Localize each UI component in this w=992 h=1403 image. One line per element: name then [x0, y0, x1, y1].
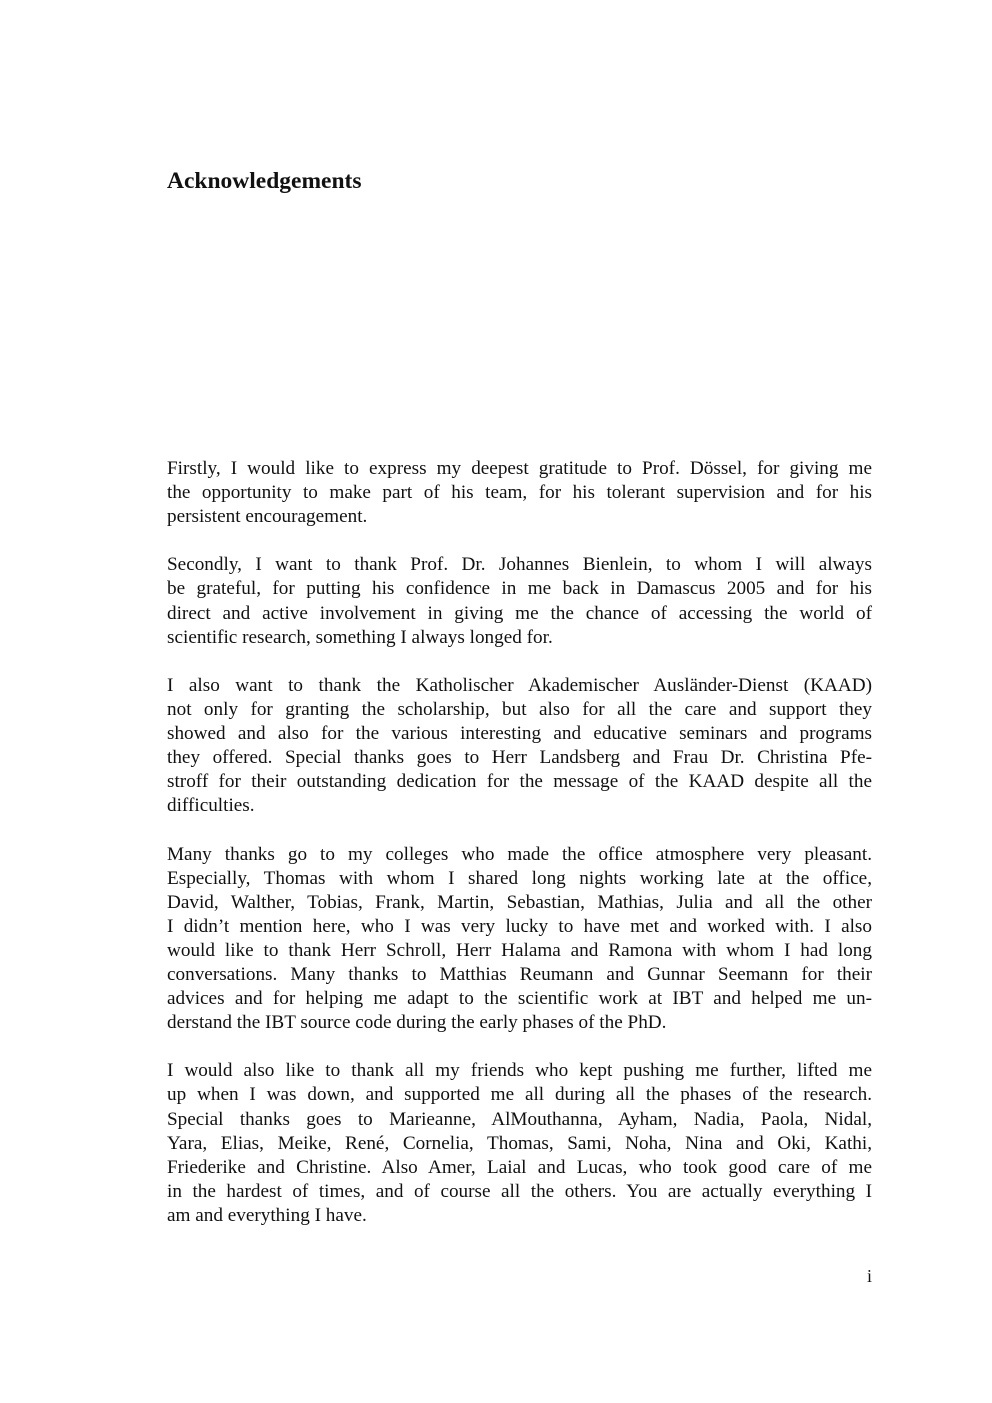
text-line: be grateful, for putting his confidence in me back in Damascus 2005 and for his	[167, 578, 872, 600]
text-line: advices and for helping me adapt to the scientific work at IBT and helped me un-	[167, 988, 872, 1010]
text-line: I also want to thank the Katholischer Akademischer Ausländer-Dienst (KAAD)	[167, 674, 872, 696]
text-line: stroff for their outstanding dedication for the message of the KAAD despite all the	[167, 771, 872, 793]
text-line: I would also like to thank all my friends who kept pushing me further, lifted me	[167, 1060, 872, 1082]
text-line: I didn’t mention here, who I was very lucky to have met and worked with. I also	[167, 915, 872, 937]
text-line: David, Walther, Tobias, Frank, Martin, Sebastian, Mathias, Julia and all the other	[167, 891, 872, 913]
acknowledgements-body	[167, 457, 872, 1252]
text-line: Many thanks go to my colleges who made the office atmosphere very pleasant.	[167, 843, 872, 865]
text-line: persistent encouragement.	[167, 506, 368, 528]
text-line: conversations. Many thanks to Matthias Reumann and Gunnar Seemann for their	[167, 963, 872, 985]
text-line: not only for granting the scholarship, but also for all the care and support they	[167, 698, 872, 720]
text-line: showed and also for the various interesting and educative seminars and programs	[167, 723, 872, 745]
text-line: Secondly, I want to thank Prof. Dr. Johannes Bienlein, to whom I will always	[167, 554, 872, 576]
text-line: Special thanks goes to Marieanne, AlMouthanna, Ayham, Nadia, Paola, Nidal,	[167, 1108, 872, 1130]
text-line: derstand the IBT source code during the early phases of the PhD.	[167, 1012, 667, 1034]
text-line: am and everything I have.	[167, 1204, 367, 1226]
paragraph	[167, 674, 872, 819]
text-line: Firstly, I would like to express my deepest gratitude to Prof. Dössel, for giving me	[167, 458, 872, 479]
text-line: Yara, Elias, Meike, René, Cornelia, Thomas, Sami, Noha, Nina and Oki, Kathi,	[167, 1132, 872, 1154]
text-line: they offered. Special thanks goes to Herr Landsberg and Frau Dr. Christina Pfe-	[167, 747, 872, 769]
text-line: would like to thank Herr Schroll, Herr Halama and Ramona with whom I had long	[167, 939, 872, 961]
text-line: in the hardest of times, and of course all the others. You are actually everything I	[167, 1180, 872, 1202]
text-line: Especially, Thomas with whom I shared long nights working late at the office,	[167, 867, 872, 889]
paragraph	[167, 1059, 872, 1228]
text-line: up when I was down, and supported me all during all the phases of the research.	[167, 1084, 872, 1106]
text-line: difficulties.	[167, 795, 255, 817]
text-line: the opportunity to make part of his team, for his tolerant supervision and for his	[167, 482, 872, 504]
page-number: i	[867, 1266, 873, 1286]
text-line: direct and active involvement in giving me the chance of accessing the world of	[167, 602, 872, 624]
text-line: scientific research, something I always longed for.	[167, 626, 553, 648]
paragraph	[167, 843, 872, 1036]
page-heading: Acknowledgements	[167, 168, 362, 194]
paragraph	[167, 553, 872, 649]
text-line: Friederike and Christine. Also Amer, Laial and Lucas, who took good care of me	[167, 1156, 872, 1178]
paragraph	[167, 457, 872, 529]
